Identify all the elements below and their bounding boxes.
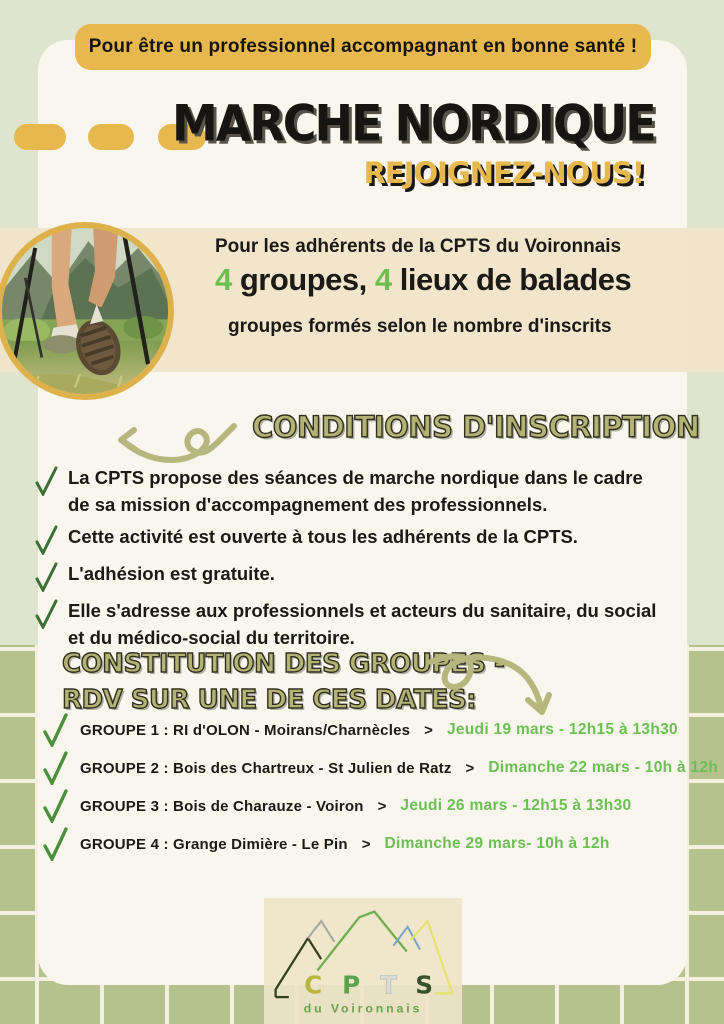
nordic-walking-photo <box>0 222 174 400</box>
intro-seg2: lieux de balades <box>391 262 632 297</box>
yellow-dash-icon <box>14 124 66 150</box>
check-icon <box>42 751 68 785</box>
conditions-heading: CONDITIONS D'INSCRIPTION <box>252 410 700 444</box>
group-label: GROUPE 3 : Bois de Charauze - Voiron <box>80 797 364 815</box>
logo-letter-c: C <box>304 970 323 1000</box>
intro-audience-line: Pour les adhérents de la CPTS du Voironnais <box>215 236 622 257</box>
logo-letter-t: T <box>380 970 397 1000</box>
logo-letter-s: S <box>415 970 434 1000</box>
group-row <box>42 794 692 818</box>
check-icon <box>34 599 58 629</box>
top-banner <box>75 24 651 70</box>
groups-heading-line1: CONSTITUTION DES GROUPES - <box>62 649 505 679</box>
count-places: 4 <box>374 262 392 297</box>
yellow-dash-icon <box>88 124 134 150</box>
logo-subtext: du Voironnais <box>303 1001 423 1016</box>
photo-illustration <box>2 228 168 394</box>
group-date: Jeudi 26 mars - 12h15 à 13h30 <box>400 797 632 814</box>
intro-groups-line <box>215 262 631 298</box>
group-separator: > <box>424 721 433 739</box>
group-date: Dimanche 22 mars - 10h à 12h <box>488 759 719 776</box>
group-date: Dimanche 29 mars- 10h à 12h <box>384 835 610 852</box>
check-icon <box>34 562 58 592</box>
top-banner-text: Pour être un professionnel accompagnant en bonne santé ! <box>88 36 638 57</box>
checklist-item-text: La CPTS propose des séances de marche nordique dans le cadre de sa mission d'accompagnement des professionnels. <box>68 467 643 515</box>
curly-arrow-left-icon <box>108 408 238 470</box>
check-icon <box>34 525 58 555</box>
page-subtitle: REJOIGNEZ-NOUS! <box>363 156 644 190</box>
checklist-item <box>34 464 659 518</box>
check-icon <box>42 713 68 747</box>
checklist-item <box>34 523 659 555</box>
group-label: GROUPE 1 : RI d'OLON - Moirans/Charnècles <box>80 721 411 739</box>
group-label: GROUPE 2 : Bois des Chartreux - St Julien de Ratz <box>80 759 452 777</box>
intro-note-line: groupes formés selon le nombre d'inscrits <box>228 316 612 337</box>
check-icon <box>42 827 68 861</box>
group-row <box>42 832 692 856</box>
checklist-item-text: Elle s'adresse aux professionnels et acteurs du sanitaire, du social et du médico-social du territoire. <box>68 600 657 648</box>
group-schedule-list <box>42 718 719 870</box>
conditions-checklist <box>34 464 659 656</box>
logo-letter-p: P <box>342 970 361 1000</box>
checklist-item-text: Cette activité est ouverte à tous les adhérents de la CPTS. <box>68 526 578 547</box>
groups-heading-line2: RDV SUR UNE DE CES DATES: <box>62 685 477 715</box>
group-row <box>42 756 719 780</box>
cpts-logo-graphic <box>268 902 458 1020</box>
checklist-item-text: L'adhésion est gratuite. <box>68 563 275 584</box>
group-date: Jeudi 19 mars - 12h15 à 13h30 <box>446 721 678 738</box>
page-title: MARCHE NORDIQUE <box>172 94 655 153</box>
group-separator: > <box>361 835 371 853</box>
intro-seg1: groupes, <box>231 262 375 297</box>
check-icon <box>34 466 58 496</box>
group-separator: > <box>465 759 475 777</box>
group-label: GROUPE 4 : Grange Dimière - Le Pin <box>80 835 348 853</box>
checklist-item <box>34 597 659 651</box>
group-row <box>42 718 692 742</box>
checklist-item <box>34 560 659 592</box>
cpts-logo <box>264 898 462 1024</box>
check-icon <box>42 789 68 823</box>
count-groups: 4 <box>215 262 232 297</box>
group-separator: > <box>377 797 387 815</box>
